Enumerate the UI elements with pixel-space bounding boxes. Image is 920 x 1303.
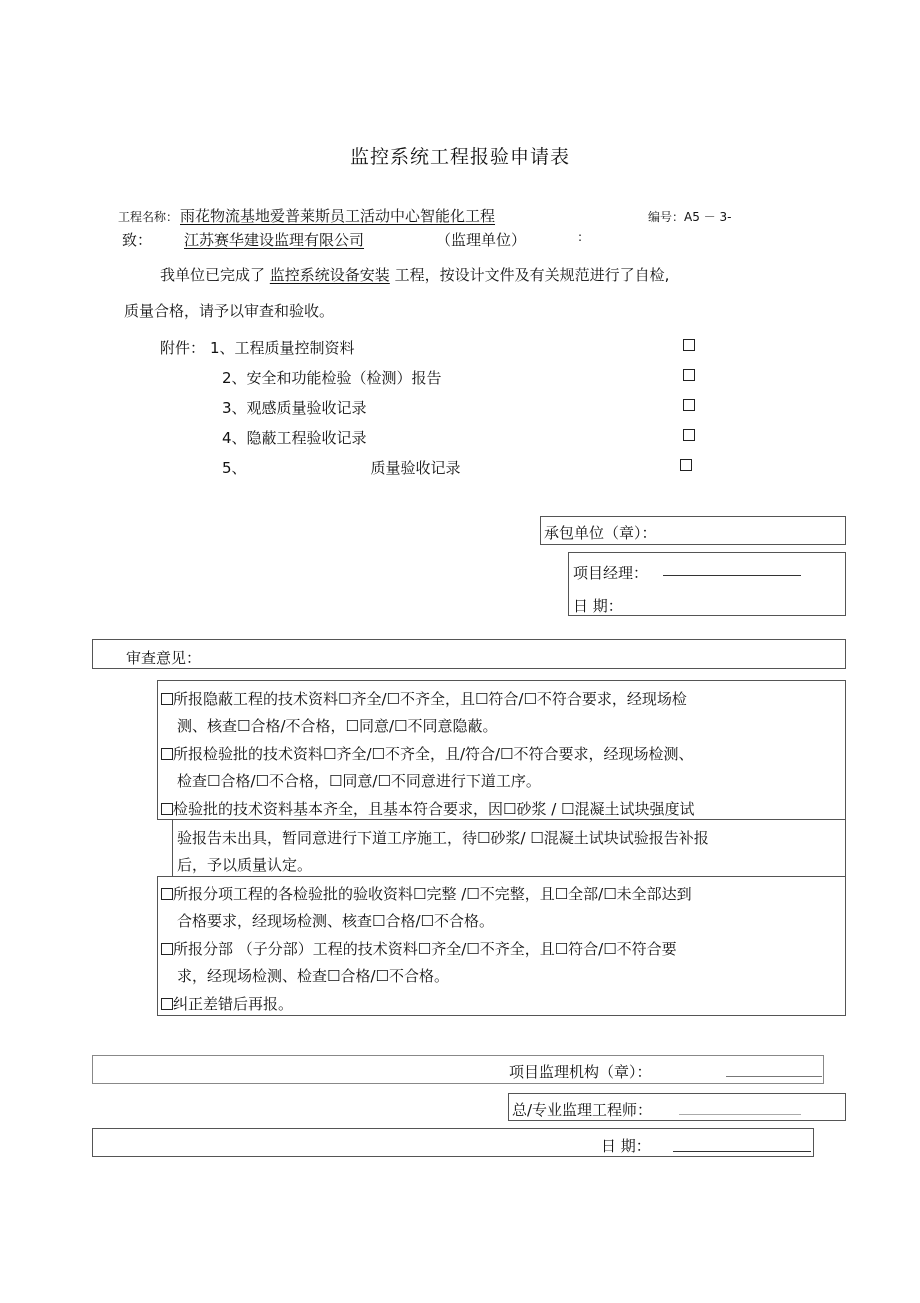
project-manager-signature-line[interactable] [663,575,801,576]
project-name: 雨花物流基地爱普莱斯员工活动中心智能化工程 [180,207,496,225]
statement-suffix: 工程，按设计文件及有关规范进行了自检, [394,266,670,284]
attachment-1-checkbox[interactable] [683,339,695,351]
review-option-1-checkbox[interactable] [161,693,173,705]
review-option-1: 所报隐蔽工程的技术资料☐齐全/☐不齐全，且☐符合/☐不符合要求，经现场检 [161,685,687,713]
review-option-3: 检验批的技术资料基本齐全，且基本符合要求，因☐砂浆 / ☐混凝土试块强度试 [161,795,695,823]
attachment-4-checkbox[interactable] [683,429,695,441]
contractor-unit-label: 承包单位（章）： [544,524,657,542]
attachment-5-checkbox[interactable] [680,459,692,471]
supervision-date-label: 日 期： [601,1137,651,1155]
supervision-org-box [92,1055,824,1084]
attachment-item-1: 1、工程质量控制资料 [210,339,355,357]
review-option-3-checkbox[interactable] [161,803,173,815]
supervision-engineer-box [508,1093,846,1121]
contractor-date-label: 日 期： [573,597,623,615]
statement-line-1 [160,264,669,285]
project-name-label: 工程名称： [118,210,179,224]
statement-prefix: 我单位已完成了 [160,266,266,284]
supervision-org-label: 项目监理机构（章）： [509,1063,652,1081]
attachment-3-checkbox[interactable] [683,399,695,411]
page-title: 监控系统工程报验申请表 [349,146,570,168]
statement-line-2: 质量合格，请予以审查和验收。 [124,302,335,320]
supervision-engineer-label: 总/专业监理工程师： [512,1101,653,1119]
to-organization: 江苏赛华建设监理有限公司 [184,231,365,249]
supervision-date-box [92,1128,814,1157]
review-option-4: 所报分项工程的各检验批的验收资料☐完整 /☐不完整，且☐全部/☐未全部达到 [161,880,692,908]
supervision-date-line[interactable] [673,1151,811,1152]
form-number: 编号：A5 － 3- [648,210,732,224]
review-option-4-checkbox[interactable] [161,888,173,900]
review-option-5: 所报分部 （子分部）工程的技术资料☐齐全/☐不齐全，且☐符合/☐不符合要 [161,935,677,963]
review-option-5-cont: 求，经现场检测、检查☐合格/☐不合格。 [177,967,449,985]
review-option-3-cont2: 后，予以质量认定。 [177,856,313,874]
completed-work: 监控系统设备安装 [269,266,390,284]
to-role: （监理单位） [436,231,527,249]
stray-mark: : [578,230,583,244]
review-option-1-cont: 测、核查☐合格/不合格，☐同意/☐不同意隐蔽。 [177,717,498,735]
supervision-org-seal-line[interactable] [726,1076,822,1077]
review-option-5-checkbox[interactable] [161,943,173,955]
supervision-engineer-signature-line[interactable] [679,1114,801,1115]
project-manager-label: 项目经理： [573,564,649,582]
attachments-label: 附件： [160,339,206,357]
to-label: 致： [122,231,153,249]
attachment-item-3: 3、观感质量验收记录 [222,399,367,417]
review-option-4-cont: 合格要求，经现场检测、核查☐合格/☐不合格。 [177,912,494,930]
attachment-item-2: 2、安全和功能检验（检测）报告 [222,369,442,387]
review-option-3-cont: 验报告未出具，暂同意进行下道工序施工，待☐砂浆/ ☐混凝土试块试验报告补报 [177,829,709,847]
contractor-unit-box [540,516,846,545]
review-option-2: 所报检验批的技术资料☐齐全/☐不齐全，且/符合/☐不符合要求，经现场检测、 [161,740,694,768]
review-option-6: 纠正差错后再报。 [161,990,293,1018]
attachment-2-checkbox[interactable] [683,369,695,381]
review-option-2-checkbox[interactable] [161,748,173,760]
review-header-box [92,639,846,669]
attachment-item-4: 4、隐蔽工程验收记录 [222,429,367,447]
project-manager-box [568,552,846,616]
review-option-6-checkbox[interactable] [161,998,173,1010]
attachment-item-5: 5、 质量验收记录 [222,459,461,477]
review-label: 审查意见： [126,649,202,667]
review-option-2-cont: 检查☐合格/☐不合格，☐同意/☐不同意进行下道工序。 [177,772,541,790]
